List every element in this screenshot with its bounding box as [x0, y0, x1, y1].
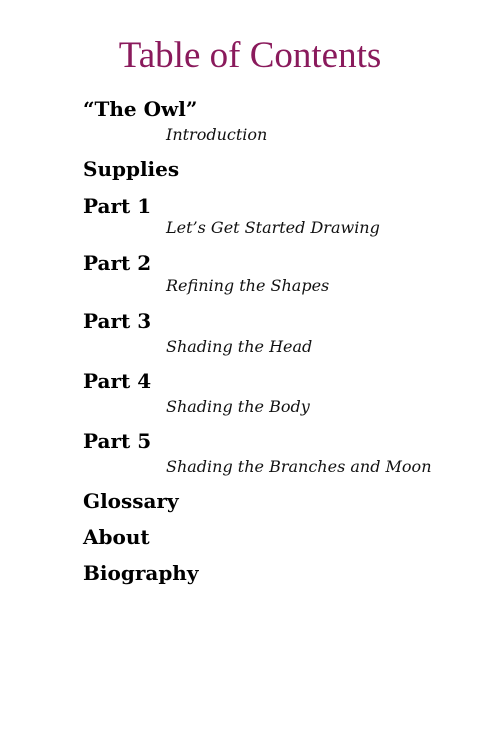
page-title: Table of Contents [118, 35, 382, 76]
toc-entry-heading: Part 5 [83, 429, 152, 453]
toc-entry-subtitle: Let’s Get Started Drawing [166, 218, 380, 237]
toc-entry-part-4[interactable] [83, 369, 151, 393]
toc-entry-heading: Supplies [83, 157, 180, 181]
toc-entry-part-5[interactable] [83, 429, 151, 453]
toc-entry-heading: Glossary [83, 489, 179, 513]
toc-entry-glossary[interactable] [83, 489, 179, 513]
toc-entry-heading: About [83, 525, 150, 549]
toc-entry-heading: Part 2 [83, 251, 152, 275]
toc-entry-heading: Biography [83, 561, 199, 585]
toc-entry-heading: Part 4 [83, 369, 152, 393]
toc-entry-heading: Part 3 [83, 309, 152, 333]
toc-entry-subtitle: Shading the Body [166, 397, 310, 416]
toc-entry-subtitle: Refining the Shapes [166, 276, 330, 295]
toc-entry-heading: “The Owl” [83, 97, 198, 121]
toc-entry-biography[interactable] [83, 561, 198, 585]
toc-entry-subtitle: Introduction [166, 125, 268, 144]
toc-entry-part-2[interactable] [83, 251, 151, 275]
toc-entry-subtitle: Shading the Head [166, 337, 313, 356]
toc-entry-heading: Part 1 [83, 194, 152, 218]
toc-entry-about[interactable] [83, 525, 150, 549]
toc-entry-part-1[interactable] [83, 194, 151, 218]
toc-entry-the-owl[interactable] [83, 97, 197, 121]
toc-entry-subtitle: Shading the Branches and Moon [166, 457, 432, 476]
toc-entry-supplies[interactable] [83, 157, 179, 181]
toc-entry-part-3[interactable] [83, 309, 151, 333]
